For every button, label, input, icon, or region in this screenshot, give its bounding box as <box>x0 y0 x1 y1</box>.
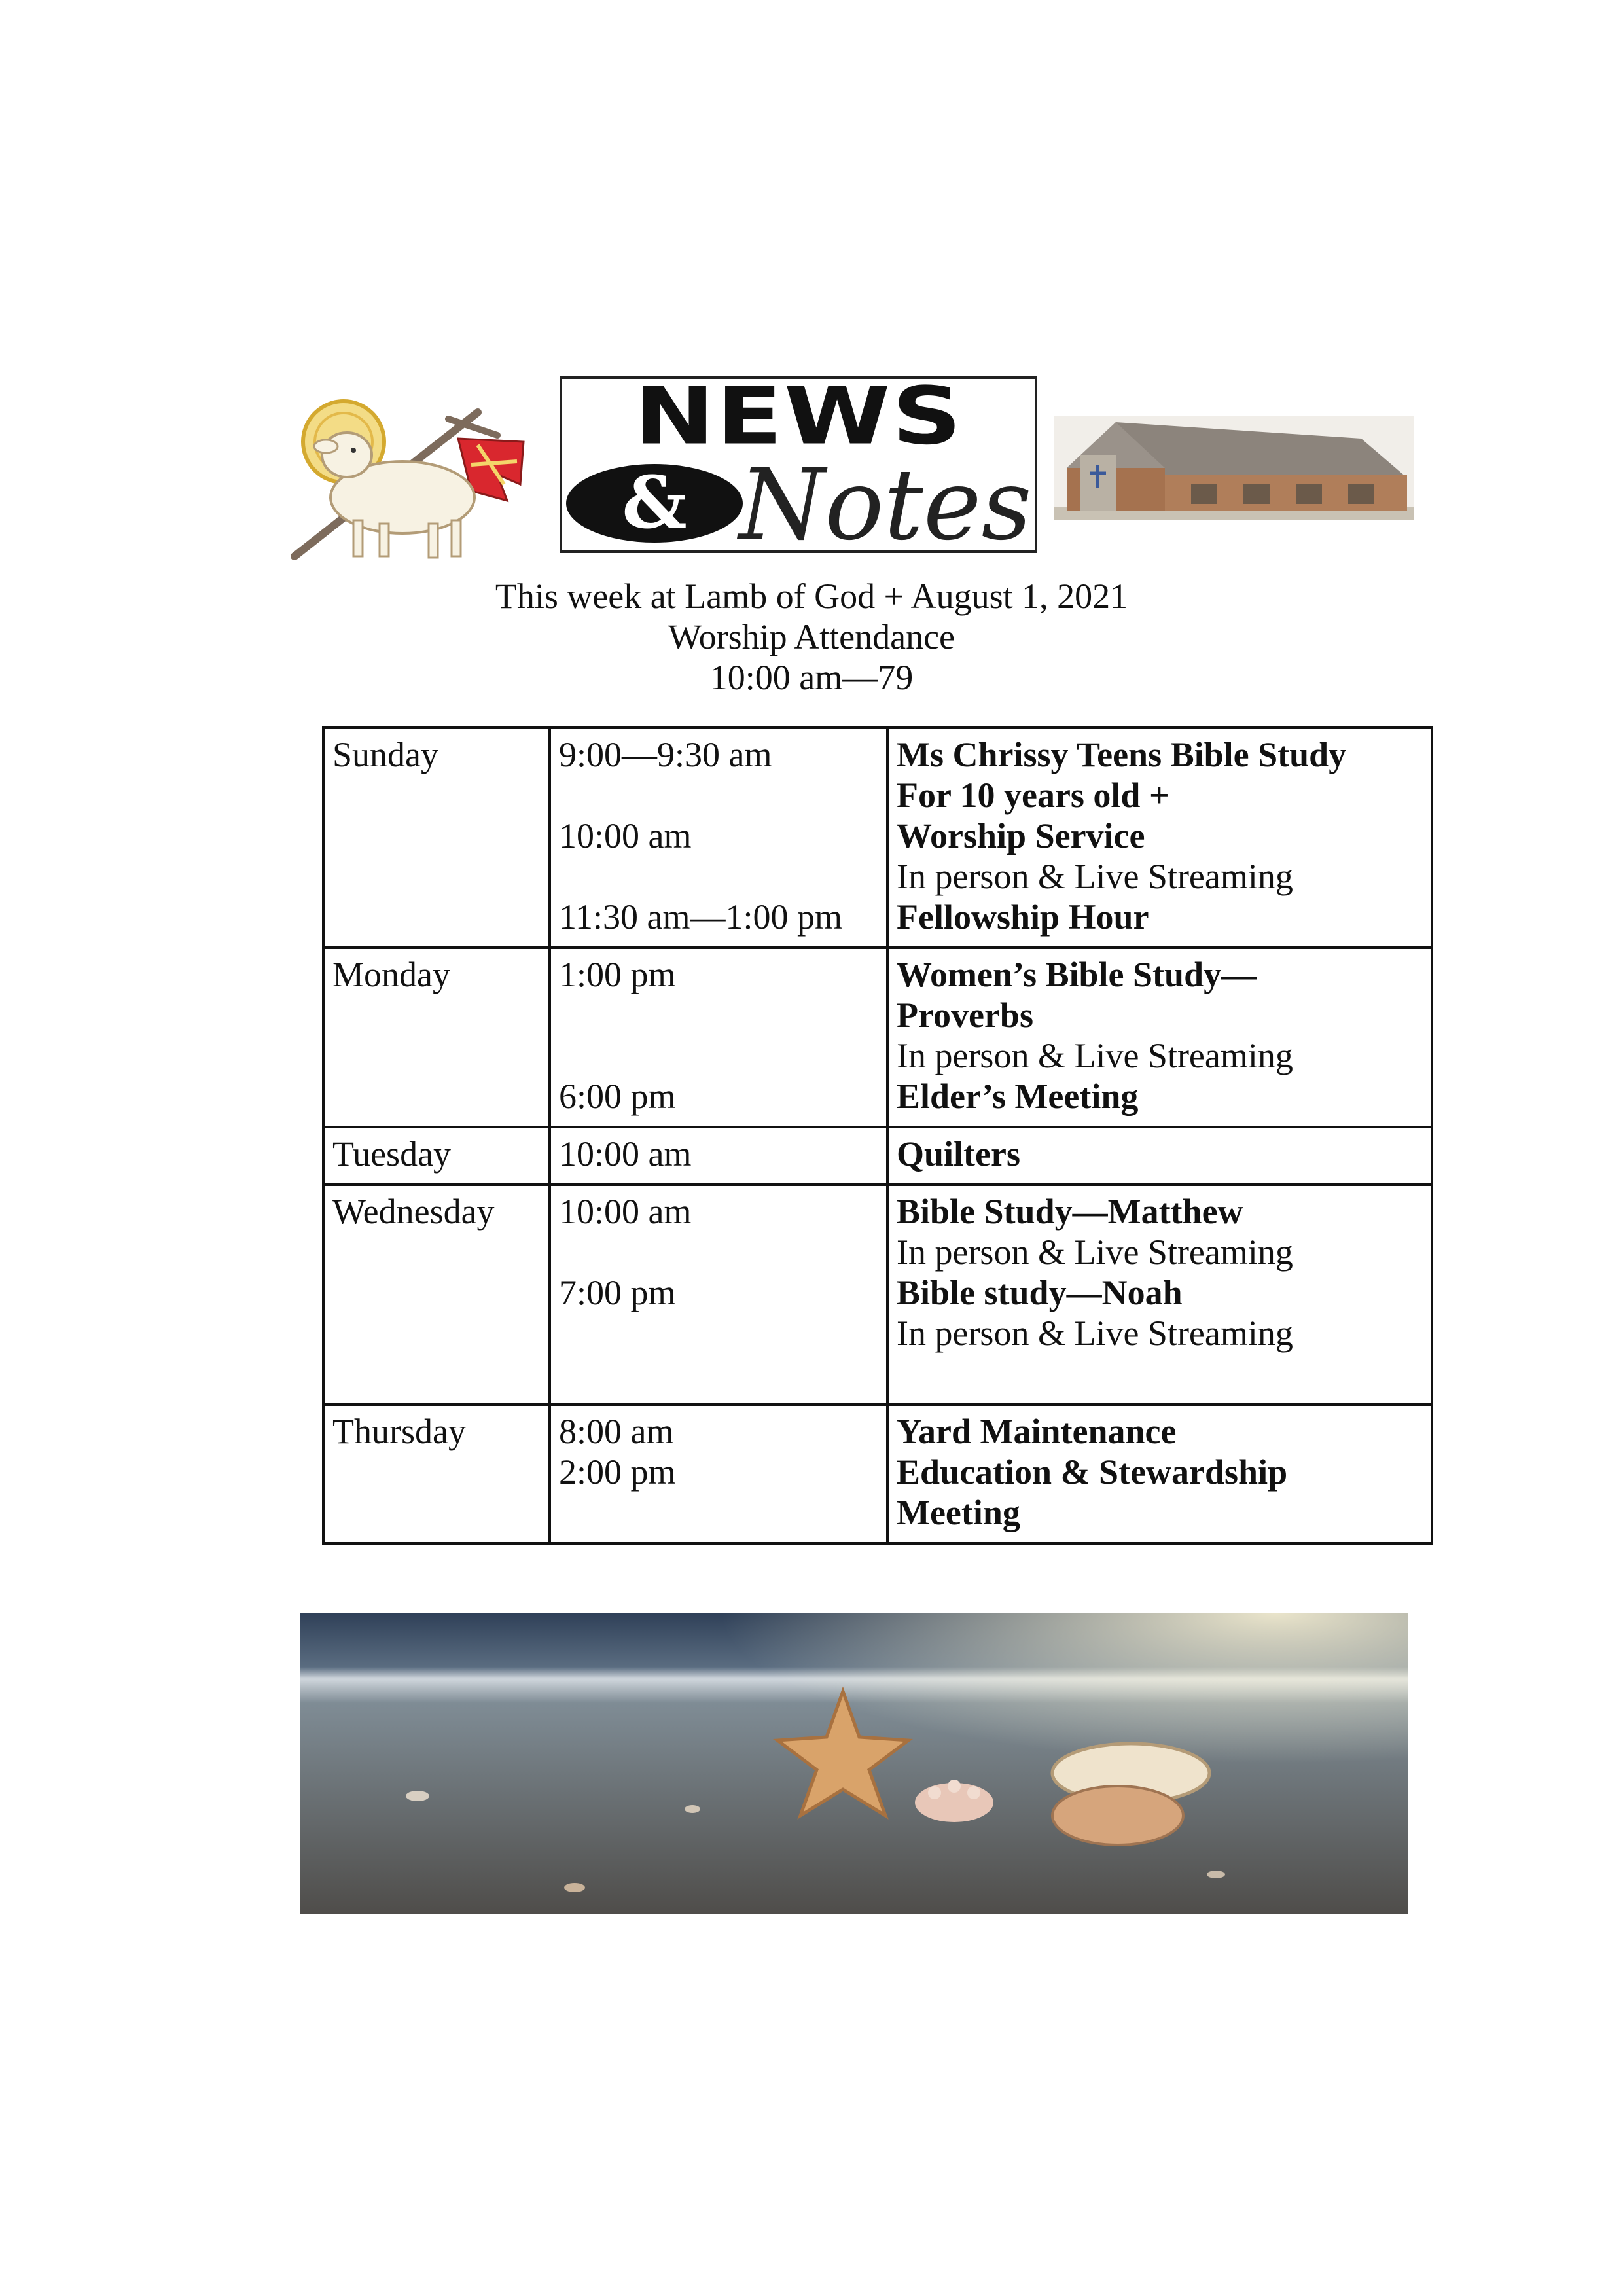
time-entry <box>559 856 878 897</box>
time-entry: 10:00 am <box>559 1134 692 1174</box>
time-cell <box>550 728 887 948</box>
logo-title: NEWS <box>633 376 963 463</box>
event-entry: In person & Live Streaming <box>897 1314 1293 1353</box>
time-cell <box>550 1405 887 1543</box>
day-cell <box>323 728 550 948</box>
schedule-row-tuesday <box>323 1127 1432 1185</box>
attendance-heading: Worship Attendance <box>668 617 955 656</box>
event-entry: Ms Chrissy Teens Bible Study <box>897 735 1347 774</box>
event-entry: Quilters <box>897 1134 1020 1174</box>
time-cell <box>550 1127 887 1185</box>
weekly-schedule-table <box>322 726 1433 1545</box>
intro-block <box>0 576 1623 698</box>
schedule-row-sunday <box>323 728 1432 948</box>
time-entry: 10:00 am <box>559 816 692 855</box>
day-cell <box>323 1185 550 1405</box>
schedule-row-monday <box>323 948 1432 1127</box>
schedule-row-wednesday <box>323 1185 1432 1405</box>
time-entry: 10:00 am <box>559 1192 692 1231</box>
day-cell <box>323 1127 550 1185</box>
event-entry: Proverbs <box>897 996 1033 1035</box>
logo-script: Notes <box>739 448 1032 553</box>
event-entry: In person & Live Streaming <box>897 1036 1293 1075</box>
event-entry: In person & Live Streaming <box>897 857 1293 896</box>
time-entry: 1:00 pm <box>559 955 676 994</box>
event-cell <box>887 1127 1432 1185</box>
event-cell <box>887 728 1432 948</box>
lamb-of-god-icon <box>281 393 530 563</box>
event-entry: Bible study—Noah <box>897 1273 1183 1312</box>
event-entry: Education & Stewardship <box>897 1452 1288 1492</box>
event-cell <box>887 1405 1432 1543</box>
time-cell <box>550 948 887 1127</box>
event-entry: Women’s Bible Study— <box>897 955 1257 994</box>
time-entry <box>559 775 878 816</box>
day-label: Tuesday <box>332 1134 452 1174</box>
day-cell <box>323 948 550 1127</box>
event-entry: Elder’s Meeting <box>897 1077 1139 1116</box>
event-entry: Bible Study—Matthew <box>897 1192 1243 1231</box>
day-label: Monday <box>332 955 450 994</box>
event-entry: In person & Live Streaming <box>897 1232 1293 1272</box>
schedule-row-thursday <box>323 1405 1432 1543</box>
time-entry <box>559 1035 878 1076</box>
time-entry <box>559 995 878 1035</box>
church-building-photo <box>1054 416 1414 520</box>
event-cell <box>887 1185 1432 1405</box>
logo-ampersand: & <box>566 464 743 543</box>
time-cell <box>550 1185 887 1405</box>
event-cell <box>887 948 1432 1127</box>
event-entry: Yard Maintenance <box>897 1412 1177 1451</box>
time-entry <box>559 1232 878 1272</box>
event-entry: For 10 years old + <box>897 776 1169 815</box>
time-entry: 2:00 pm <box>559 1452 676 1492</box>
news-and-notes-logo <box>560 376 1037 553</box>
day-label: Wednesday <box>332 1192 495 1231</box>
beach-starfish-photo <box>300 1613 1408 1914</box>
time-entry: 6:00 pm <box>559 1077 676 1116</box>
time-entry: 9:00—9:30 am <box>559 735 772 774</box>
day-label: Sunday <box>332 735 438 774</box>
attendance-count: 10:00 am—79 <box>709 658 914 697</box>
event-entry <box>897 1354 1423 1394</box>
time-entry: 8:00 am <box>559 1412 674 1451</box>
day-label: Thursday <box>332 1412 466 1451</box>
week-date-line: This week at Lamb of God + August 1, 2021 <box>495 577 1128 616</box>
event-entry: Worship Service <box>897 816 1145 855</box>
day-cell <box>323 1405 550 1543</box>
time-entry: 7:00 pm <box>559 1273 676 1312</box>
event-entry: Fellowship Hour <box>897 897 1149 937</box>
event-entry: Meeting <box>897 1493 1020 1532</box>
time-entry: 11:30 am—1:00 pm <box>559 897 842 937</box>
